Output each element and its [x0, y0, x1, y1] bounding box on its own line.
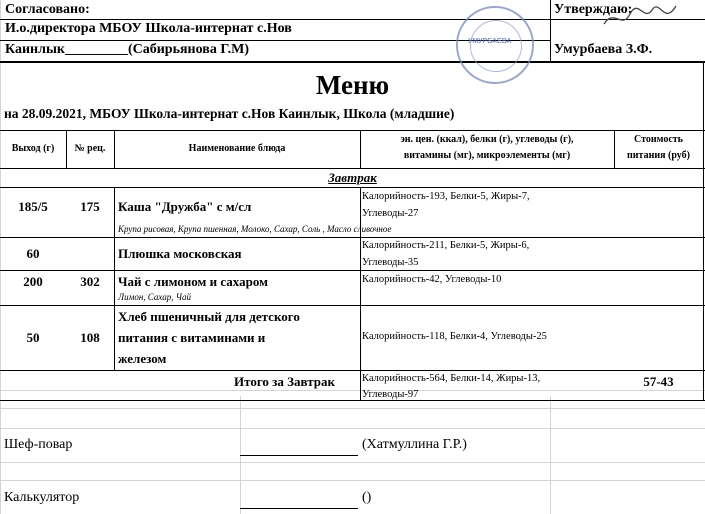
total-cost: 57-43 [643, 374, 674, 389]
nutrition-line-1: Калорийность-211, Белки-5, Жиры-6, [362, 240, 530, 251]
table-border [0, 130, 705, 131]
confirm-name: Умурбаева З.Ф. [554, 42, 653, 57]
dish-name: Чай с лимоном и сахаром [118, 274, 268, 289]
grid-line [0, 408, 705, 409]
total-nutrition-1: Калорийность-564, Белки-14, Жиры-13, [362, 373, 541, 384]
output-cell: 185/5 [18, 199, 48, 214]
nutrition-line-1: Калорийность-118, Белки-4, Углеводы-25 [362, 331, 547, 342]
grid-line [0, 390, 705, 391]
approved-label: Согласовано: [5, 2, 90, 17]
approved-line-2: Каинлык_________(Сабирьянова Г.М) [5, 42, 250, 57]
dish-name-line-1: Хлеб пшеничный для детского [118, 309, 300, 324]
recipe-cell: 108 [80, 330, 100, 345]
grid-line [0, 480, 705, 481]
col-header-nutrition-1: эн. цен. (ккал), белки (г), углеводы (г), [400, 134, 574, 145]
row-divider [0, 370, 705, 371]
output-cell: 50 [26, 330, 40, 345]
row-divider [0, 305, 705, 306]
header-divider [550, 0, 551, 62]
col-header-cost-2: питания (руб) [627, 150, 690, 161]
signature-line [240, 508, 358, 509]
signature-icon [600, 2, 680, 32]
output-cell: 60 [26, 246, 40, 261]
signature-line [240, 455, 358, 456]
row-divider [0, 237, 705, 238]
approved-line-1: И.о.директора МБОУ Школа-интернат с.Нов [5, 21, 292, 36]
stamp-text: УМУРБАЕВА [468, 38, 512, 45]
row-divider [0, 400, 705, 401]
ingredients: Крупа рисовая, Крупа пшенная, Молоко, Сахар, Соль , Масло сливочное [118, 224, 392, 234]
recipe-cell: 302 [80, 274, 100, 289]
column-divider [360, 188, 361, 400]
section-heading: Завтрак [328, 170, 377, 185]
section-rule [0, 187, 705, 188]
page-title: Меню [315, 70, 390, 100]
total-label: Итого за Завтрак [234, 374, 335, 389]
dish-name: Плюшка московская [118, 246, 242, 261]
col-header-nutrition-2: витамины (мг), микроэлементы (мг) [403, 150, 571, 161]
dish-name: Каша "Дружба" с м/сл [118, 199, 252, 214]
col-header-name: Наименование блюда [188, 143, 286, 154]
page-subtitle: на 28.09.2021, МБОУ Школа-интернат с.Нов Каинлык, Школа (младшие) [4, 106, 455, 121]
confirm-label: Утверждаю: [554, 2, 633, 17]
nutrition-line-2: Углеводы-35 [362, 257, 419, 268]
ingredients: Лимон, Сахар, Чай [118, 292, 191, 302]
col-header-recipe: № рец. [74, 143, 106, 154]
grid-line [0, 428, 705, 429]
dish-name-line-2: питания с витаминами и [118, 330, 266, 345]
col-header-output: Выход (г) [11, 143, 55, 154]
calculator-label: Калькулятор [4, 490, 80, 505]
col-header-cost-1: Стоимость [634, 134, 683, 145]
header-rule [0, 61, 705, 63]
nutrition-line-2: Углеводы-27 [362, 208, 419, 219]
dish-name-line-3: железом [118, 351, 167, 366]
table-border [703, 62, 704, 400]
column-divider [114, 188, 115, 370]
calculator-name: () [362, 490, 372, 505]
total-nutrition-2: Углеводы-97 [362, 389, 419, 400]
chef-label: Шеф-повар [4, 437, 73, 452]
nutrition-line-1: Калорийность-193, Белки-5, Жиры-7, [362, 191, 530, 202]
row-divider [0, 270, 705, 271]
nutrition-line-1: Калорийность-42, Углеводы-10 [362, 274, 502, 285]
output-cell: 200 [23, 274, 43, 289]
grid-line [550, 396, 551, 514]
grid-line [0, 462, 705, 463]
table-border [0, 168, 705, 169]
chef-name: (Хатмуллина Г.Р.) [362, 437, 467, 452]
recipe-cell: 175 [80, 199, 100, 214]
